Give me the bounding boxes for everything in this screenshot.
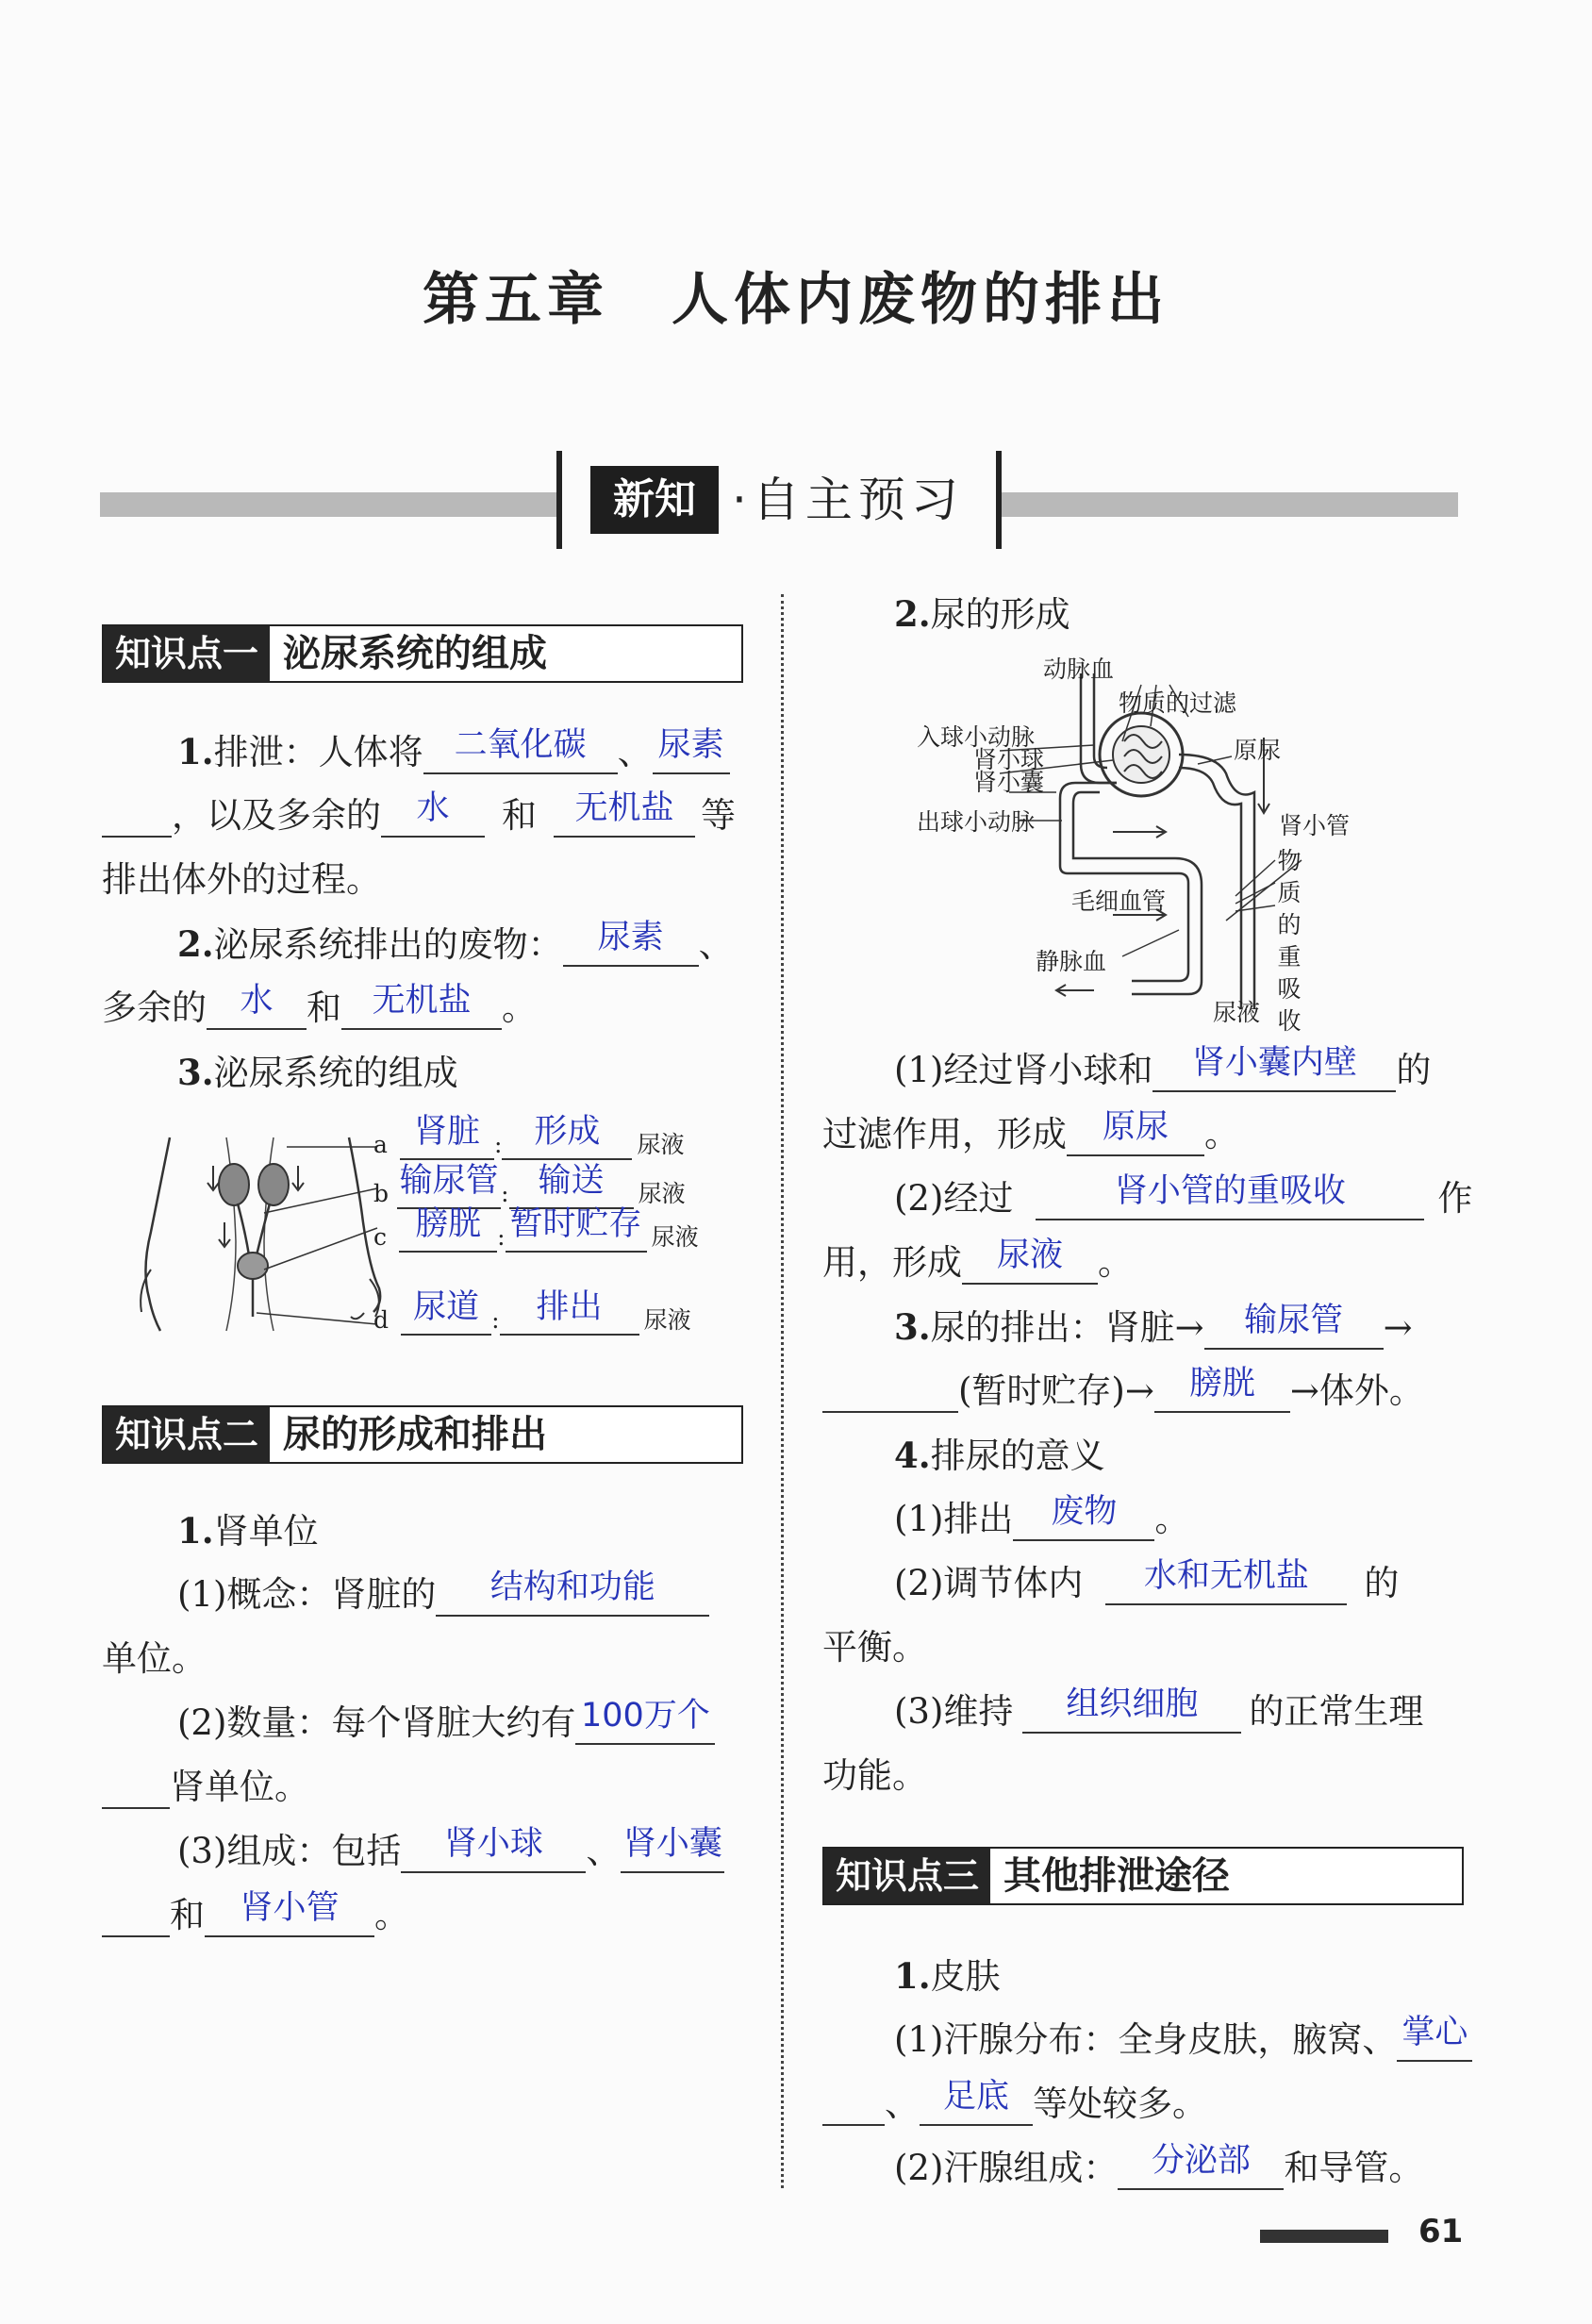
kp2-q1b-line2: 肾单位。 [102, 1766, 309, 1809]
kp2-q1-heading: 1.肾单位 [177, 1510, 319, 1552]
banner-tag: 新知 [590, 466, 719, 534]
kp2-q1a-line2: 单位。 [102, 1638, 207, 1679]
answer-blank[interactable]: 组织细胞 [1022, 1692, 1241, 1734]
kp2-q1c-line1: (3)组成：包括 肾小球 、 肾小囊 [177, 1830, 724, 1873]
kp1-q1-line1: 1.排泄：人体将 二氧化碳 、 尿素 [177, 730, 730, 774]
r-q5b-line: (2)汗腺组成： 分泌部 和导管。 [894, 2142, 1424, 2188]
r-q4a-line: (1)排出 废物 。 [894, 1493, 1190, 1539]
r-q3-line2: (暂时贮存)→ 膀胱 →体外。 [822, 1370, 1424, 1413]
r-q4c-line1: (3)维持 组织细胞 的正常生理 [894, 1685, 1424, 1732]
knowledge-point-3-header [822, 1847, 1464, 1905]
answer-blank[interactable]: 分泌部 [1118, 2149, 1284, 2190]
answer-blank[interactable]: 结构和功能 [436, 1575, 709, 1617]
answer-blank[interactable] [822, 1371, 958, 1413]
kp-tag: 知识点三 [824, 1849, 990, 1903]
answer-blank[interactable]: 水 [207, 988, 307, 1030]
kp2-q1c-line2: 和 肾小管 。 [102, 1894, 409, 1937]
answer-blank[interactable]: 输尿管 [397, 1168, 501, 1209]
page-number-bar [1260, 2230, 1388, 2243]
answer-blank[interactable]: 膀胱 [1154, 1371, 1290, 1413]
organ-row: b 输尿管 : 输送 尿液 [373, 1162, 686, 1207]
answer-blank[interactable] [102, 1896, 170, 1937]
section-banner [556, 451, 1002, 549]
r-q2a-line2: 过滤作用，形成 原尿 。 [822, 1108, 1239, 1154]
answer-blank[interactable]: 水和无机盐 [1105, 1564, 1347, 1605]
answer-blank[interactable]: 肾小囊 [621, 1832, 724, 1873]
kp1-q1-line2: ，以及多余的 水 和 无机盐 等 [102, 794, 736, 838]
r-q2a-line1: (1)经过肾小球和 肾小囊内壁 的 [894, 1044, 1432, 1090]
answer-blank[interactable] [822, 2084, 885, 2126]
answer-blank[interactable]: 暂时贮存 [506, 1211, 647, 1253]
r-q4b-line2: 平衡。 [822, 1627, 927, 1668]
kp-tag: 知识点一 [104, 626, 270, 681]
organ-row: a 肾脏 : 形成 尿液 [373, 1113, 685, 1158]
kp2-q1a-line1: (1)概念：肾脏的 结构和功能 [177, 1573, 709, 1617]
kp2-q1b-line1: (2)数量：每个肾脏大约有 100万个 [177, 1702, 715, 1745]
r-q2b-line2: 用，形成 尿液 。 [822, 1237, 1133, 1283]
answer-blank[interactable]: 尿素 [563, 925, 699, 967]
answer-blank[interactable]: 掌心 [1397, 2020, 1472, 2062]
organ-row: c 膀胱 : 暂时贮存 尿液 [373, 1205, 699, 1251]
kp-name: 泌尿系统的组成 [283, 632, 548, 675]
kp-name: 尿的形成和排出 [283, 1413, 548, 1456]
banner-text: ·自主预习 [732, 473, 964, 527]
urine-formation-diagram: 动脉血 物质的过滤 入球小动脉 肾小球 肾小囊 出球小动脉 原尿 肾小管 毛细血管 静脉血 尿液 物 质 的 重 吸 收 [905, 651, 1358, 1028]
kp1-q2-line1: 2.泌尿系统排出的废物： 尿素 、 [177, 919, 734, 965]
r-q3-line1: 3.尿的排出：肾脏→ 输尿管 → [894, 1302, 1413, 1348]
answer-blank[interactable]: 输尿管 [1204, 1308, 1384, 1350]
answer-blank[interactable]: 足底 [920, 2084, 1033, 2126]
kp1-q3-heading: 3.泌尿系统的组成 [177, 1052, 458, 1093]
answer-blank[interactable]: 肾小管的重吸收 [1036, 1179, 1424, 1220]
r-q5a-line2: 、 足底 等处较多。 [822, 2083, 1207, 2126]
answer-blank[interactable]: 无机盐 [554, 796, 695, 838]
r-q4-heading: 4.排尿的意义 [894, 1435, 1105, 1476]
kp1-q2-line2: 多余的 水 和 无机盐 。 [102, 982, 537, 1028]
knowledge-point-2-header [102, 1405, 743, 1464]
answer-blank[interactable]: 形成 [502, 1119, 632, 1160]
answer-blank[interactable]: 肾小球 [401, 1832, 586, 1873]
r-q2b-line1: (2)经过 肾小管的重吸收 作 [894, 1172, 1473, 1219]
answer-blank[interactable]: 无机盐 [341, 988, 502, 1030]
answer-blank[interactable]: 原尿 [1067, 1115, 1204, 1156]
r-q5a-line1: (1)汗腺分布：全身皮肤，腋窝、 掌心 [894, 2018, 1472, 2062]
answer-blank[interactable]: 尿液 [962, 1243, 1098, 1285]
answer-blank[interactable]: 输送 [509, 1168, 634, 1209]
column-divider [781, 594, 784, 2188]
answer-blank[interactable]: 水 [381, 796, 485, 838]
chapter-title: 第五章 人体内废物的排出 [423, 267, 1169, 333]
r-q2-heading: 2.尿的形成 [894, 593, 1070, 635]
answer-blank[interactable]: 二氧化碳 [423, 733, 618, 774]
answer-blank[interactable]: 排出 [500, 1294, 639, 1336]
reabsorption-label: 物 质 的 重 吸 收 [1277, 847, 1302, 1035]
answer-blank[interactable]: 尿道 [401, 1294, 491, 1336]
answer-blank[interactable] [102, 1768, 170, 1809]
r-q4b-line1: (2)调节体内 水和无机盐 的 [894, 1557, 1400, 1603]
answer-blank[interactable]: 膀胱 [399, 1211, 497, 1253]
kp-name: 其他排泄途径 [1003, 1854, 1231, 1898]
answer-blank[interactable]: 肾小管 [205, 1896, 374, 1937]
kp-tag: 知识点二 [104, 1407, 270, 1462]
knowledge-point-1-header [102, 624, 743, 683]
answer-blank[interactable] [102, 796, 172, 838]
r-q5-heading: 1.皮肤 [894, 1955, 1001, 1997]
answer-blank[interactable]: 废物 [1013, 1500, 1154, 1541]
kp1-q1-line3: 排出体外的过程。 [102, 859, 381, 900]
urinary-system-figure [132, 1128, 387, 1336]
answer-blank[interactable]: 100万个 [575, 1703, 715, 1745]
organ-row: d 尿道 : 排出 尿液 [373, 1288, 691, 1334]
r-q4c-line2: 功能。 [822, 1755, 927, 1796]
answer-blank[interactable]: 肾脏 [400, 1119, 494, 1160]
answer-blank[interactable]: 肾小囊内壁 [1153, 1051, 1396, 1092]
answer-blank[interactable]: 尿素 [653, 733, 730, 774]
page-number: 61 [1418, 2213, 1464, 2250]
